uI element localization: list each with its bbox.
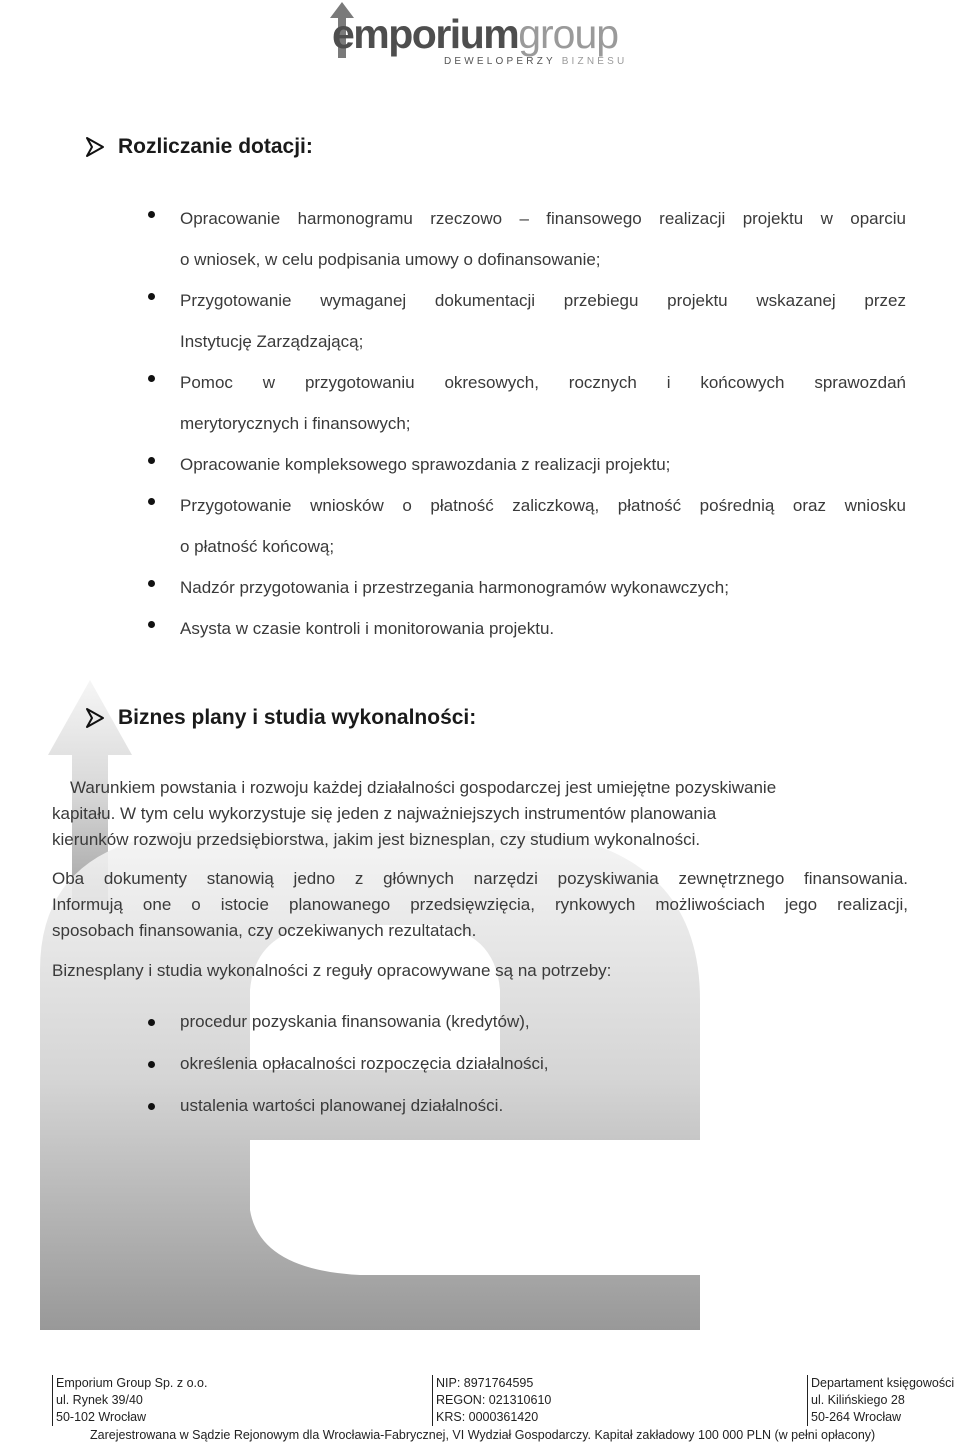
bullet-dot-icon (148, 457, 155, 464)
paragraph-intro: Biznesplany i studia wykonalności z reguły opracowywane są na potrzeby: (52, 961, 612, 980)
list-item (180, 485, 906, 567)
list-item-line: Instytucję Zarządzającą; (180, 332, 364, 351)
list-item (180, 1001, 880, 1043)
footer-line: REGON: 021310610 (432, 1392, 551, 1409)
list-item-line: Opracowanie harmonogramu rzeczowo – finansowego realizacji projektu w oparciu (180, 209, 906, 228)
paragraph-line: kapitału. W tym celu wykorzystuje się jeden z najważniejszych instrumentów planowania (52, 804, 717, 823)
bullet-list-biznes-plany (180, 1001, 880, 1127)
list-item (180, 444, 906, 485)
list-item-line: o wniosek, w celu podpisania umowy o dofinansowanie; (180, 250, 601, 269)
watermark-e-logo (0, 670, 720, 1330)
paragraph-line: Informują one o istocie planowanego przedsięwzięcia, rynkowych możliwościach jego realizacji, (52, 895, 908, 914)
section-title: Biznes plany i studia wykonalności: (118, 706, 477, 729)
list-item-line: Przygotowanie wniosków o płatność zaliczkową, płatność pośrednią oraz wniosku (180, 496, 906, 515)
paragraph-line: Oba dokumenty stanowią jedno z głównych narzędzi pozyskiwania zewnętrznego finansowania. (52, 869, 908, 888)
bullet-dot-icon (148, 621, 155, 628)
footer-line: Emporium Group Sp. z o.o. (52, 1375, 207, 1392)
logo-secondary-text: group (518, 11, 619, 57)
body-text (52, 866, 908, 944)
bullet-dot-icon (148, 293, 155, 300)
list-item (180, 362, 906, 444)
list-item-line: Opracowanie kompleksowego sprawozdania z realizacji projektu; (180, 455, 671, 474)
paragraph-line: kierunków rozwoju przedsiębiorstwa, jakim jest biznesplan, czy studium wykonalności. (52, 830, 701, 849)
arrow-bullet-icon (84, 136, 106, 158)
bullet-dot-icon (148, 498, 155, 505)
arrow-bullet-icon (84, 707, 106, 729)
list-item-text: procedur pozyskania finansowania (kredytów), (180, 1012, 530, 1031)
list-item (180, 1043, 880, 1085)
list-item-text: ustalenia wartości planowanej działalności. (180, 1096, 504, 1115)
footer-line: KRS: 0000361420 (432, 1409, 551, 1426)
bullet-dot-icon (148, 1019, 155, 1026)
section-title: Rozliczanie dotacji: (118, 135, 313, 158)
section-heading-biznes-plany (84, 706, 476, 730)
bullet-dot-icon (148, 375, 155, 382)
footer-registration-note: Zarejestrowana w Sądzie Rejonowym dla Wrocławia-Fabrycznej, VI Wydział Gospodarczy. Kapitał zakładowy 100 000 PLN (w pełni opłacony) (90, 1428, 876, 1442)
section-heading-rozliczanie (84, 135, 313, 159)
footer-company-column (52, 1375, 207, 1426)
logo-wordmark (332, 11, 619, 57)
bullet-dot-icon (148, 1103, 155, 1110)
footer-line: NIP: 8971764595 (432, 1375, 551, 1392)
list-item (180, 198, 906, 280)
paragraph-line: Warunkiem powstania i rozwoju każdej działalności gospodarczej jest umiejętne pozyskiwanie (70, 778, 777, 797)
logo-tag-b: BIZNESU (561, 56, 628, 67)
paragraph-line: sposobach finansowania, czy oczekiwanych rezultatach. (52, 921, 477, 940)
footer-line: 50-264 Wrocław (807, 1409, 954, 1426)
footer-line: ul. Kilińskiego 28 (807, 1392, 954, 1409)
footer-registry-column (432, 1375, 551, 1426)
footer-line: Departament księgowości (807, 1375, 954, 1392)
list-item-line: Nadzór przygotowania i przestrzegania harmonogramów wykonawczych; (180, 578, 729, 597)
footer-department-column (807, 1375, 954, 1426)
list-item (180, 1085, 880, 1127)
footer-line: 50-102 Wrocław (52, 1409, 207, 1426)
body-text (52, 775, 908, 853)
paragraph (52, 775, 908, 853)
list-item-line: o płatność końcową; (180, 537, 335, 556)
list-item-line: Przygotowanie wymaganej dokumentacji przebiegu projektu wskazanej przez (180, 291, 906, 310)
list-item-line: merytorycznych i finansowych; (180, 414, 411, 433)
bullet-dot-icon (148, 211, 155, 218)
company-logo (320, 2, 660, 72)
list-item (180, 567, 906, 608)
logo-tagline (444, 56, 627, 67)
list-item (180, 280, 906, 362)
logo-main-text: emporium (332, 11, 519, 57)
list-item (180, 608, 906, 649)
bullet-list-rozliczanie (180, 198, 906, 649)
list-item-text: określenia opłacalności rozpoczęcia działalności, (180, 1054, 549, 1073)
list-item-line: Asysta w czasie kontroli i monitorowania projektu. (180, 619, 555, 638)
footer-line: ul. Rynek 39/40 (52, 1392, 207, 1409)
bullet-dot-icon (148, 580, 155, 587)
list-item-line: Pomoc w przygotowaniu okresowych, rocznych i końcowych sprawozdań (180, 373, 906, 392)
logo-tag-a: DEWELOPERZY (444, 56, 556, 67)
bullet-dot-icon (148, 1061, 155, 1068)
